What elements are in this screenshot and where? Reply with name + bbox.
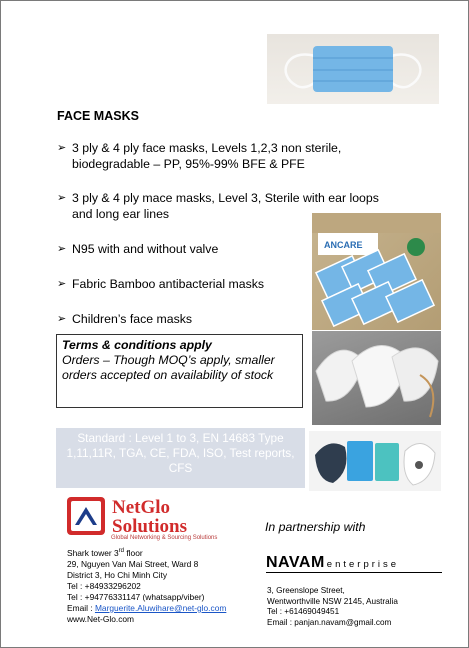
netglo-name: NetGlo Solutions [112,497,187,537]
phone-line: Tel : +61469049451 [267,607,340,616]
phone-line: Tel : +84933296202 [67,580,141,591]
address-line: District 3, Ho Chi Minh City [67,569,168,580]
netglo-logo-icon [67,497,105,535]
arrow-bullet-icon: ➢ [57,278,67,290]
standards-box: Standard : Level 1 to 3, EN 14683 Type 1,11,11R, TGA, CE, FDA, ISO, Test reports, CFS [56,428,305,488]
phone-line: Tel : +94776331147 (whatsapp/viber) [67,591,205,602]
bullet-item: ➢ 3 ply & 4 ply mace masks, Level 3, Sterile with ear loops and long ear lines [57,191,379,221]
partnership-label: In partnership with [265,520,366,534]
email-link[interactable]: Marguerite.Aluwihare@net-glo.com [94,602,227,613]
blue-surgical-mask-photo [267,34,439,104]
address-line: Shark tower 3rd floor [67,547,143,558]
netglo-tagline: Global Networking & Sourcing Solutions [111,535,218,541]
arrow-bullet-icon: ➢ [57,192,67,204]
navam-name: NAVAM [266,554,325,571]
brand-label: ANCARE [324,240,363,250]
address-line: Wentworthville NSW 2145, Australia [267,596,398,606]
navam-logo-underline [266,572,442,573]
terms-body: Orders – Though MOQ’s apply, smaller orders accepted on availability of stock [62,353,275,382]
netglo-logo [67,497,218,541]
email-line: Email : panjan.navam@gmail.com [267,617,392,627]
navam-enterprise: enterprise [326,559,400,570]
bullet-item: ➢ Children’s face masks [57,312,193,326]
arrow-bullet-icon: ➢ [57,142,67,154]
navam-logo [266,554,399,572]
terms-box [56,334,303,408]
page-title: FACE MASKS [57,109,139,123]
netglo-contact [67,546,226,625]
arrow-bullet-icon: ➢ [57,313,67,325]
bullet-item: ➢ 3 ply & 4 ply face masks, Levels 1,2,3 non sterile, biodegradable – PP, 95%-99% BFE & PFE [57,141,342,171]
navam-contact [267,586,398,628]
address-line: 29, Nguyen Van Mai Street, Ward 8 [67,558,199,569]
bullet-item: ➢ N95 with and without valve [57,242,219,256]
email-line: Email : Marguerite.Aluwihare@net-glo.com [67,602,227,613]
website-line: www.Net-Glo.com [67,613,135,624]
mask-box-photo [312,213,441,330]
address-line: 3, Greenslope Street, [267,586,345,595]
kn95-masks-photo [312,331,441,425]
arrow-bullet-icon: ➢ [57,243,67,255]
bullet-item: ➢ Fabric Bamboo antibacterial masks [57,277,265,291]
terms-heading: Terms & conditions apply [62,338,212,352]
fabric-masks-photo [309,431,441,491]
